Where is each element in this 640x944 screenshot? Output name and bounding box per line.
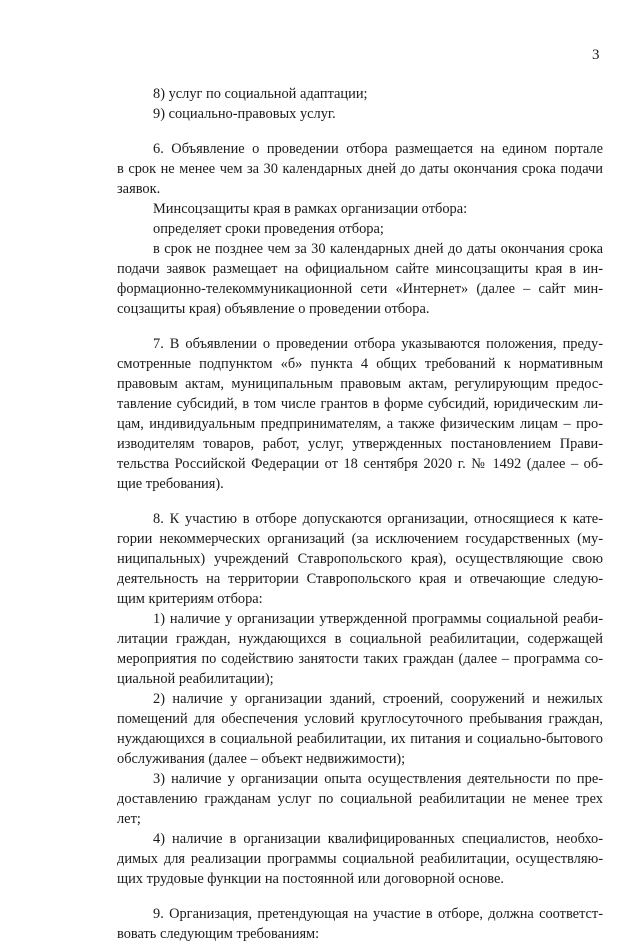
page-number: 3 [592,47,600,63]
text-line: 6. Объявление о проведении отбора размещается на едином портале [153,141,603,157]
text-line: 4) наличие в организации квалифицированных специалистов, необхо- [153,831,603,847]
text-line: 3) наличие у организации опыта осуществления деятельности по пре- [153,771,603,787]
text-line: 9) социально-правовых услуг. [153,106,336,122]
text-line: 8. К участию в отборе допускаются организации, относящиеся к кате- [153,511,603,527]
text-line: гории некоммерческих организаций (за исключением государственных (му- [117,531,603,547]
text-line: деятельность на территории Ставропольского края и отвечающие следую- [117,571,603,587]
text-line: формационно-телекоммуникационной сети «Интернет» (далее – сайт мин- [117,281,603,297]
text-line: тельства Российской Федерации от 18 сентября 2020 г. № 1492 (далее – об- [117,456,603,472]
text-line: помещений для обеспечения условий круглосуточного пребывания граждан, [117,711,603,727]
text-line: 8) услуг по социальной адаптации; [153,86,368,102]
text-line: 9. Организация, претендующая на участие в отборе, должна соответст- [153,906,603,922]
text-line: доставлению гражданам услуг по социальной реабилитации не менее трех [117,791,603,807]
text-line: определяет сроки проведения отбора; [153,221,384,237]
text-line: в срок не менее чем за 30 календарных дней до даты окончания срока подачи [117,161,603,177]
text-line: лет; [117,811,141,827]
text-line: цам, индивидуальным предпринимателям, а также физическим лицам – про- [117,416,603,432]
text-line: щим критериям отбора: [117,591,263,607]
text-line: нуждающихся в социальной реабилитации, их питания и социально-бытового [117,731,603,747]
text-line: заявок. [117,181,161,197]
text-line: 2) наличие у организации зданий, строений, сооружений и нежилых [153,691,603,707]
text-line: тавление субсидий, в том числе грантов в форме субсидий, юридическим ли- [117,396,603,412]
text-line: правовым актам, муниципальным правовым актам, регулирующим предос- [117,376,603,392]
text-line: соцзащиты края) объявление о проведении отбора. [117,301,430,317]
text-line: изводителям товаров, работ, услуг, утвержденных постановлением Прави- [117,436,603,452]
text-line: ниципальных) учреждений Ставропольского края), осуществляющие свою [117,551,603,567]
text-line: щих трудовые функции на постоянной или договорной основе. [117,871,504,887]
text-line: подачи заявок размещает на официальном сайте минсоцзащиты края в ин- [117,261,603,277]
text-line: димых для реализации программы социальной реабилитации, осуществляю- [117,851,603,867]
text-line: в срок не позднее чем за 30 календарных дней до даты окончания срока [153,241,603,257]
text-line: вовать следующим требованиям: [117,926,320,942]
text-line: смотренные подпунктом «б» пункта 4 общих требований к нормативным [117,356,603,372]
text-line: 1) наличие у организации утвержденной программы социальной реаби- [153,611,603,627]
text-line: щие требования). [117,476,224,492]
text-line: литации граждан, нуждающихся в социальной реабилитации, содержащей [117,631,603,647]
text-line: Минсоцзащиты края в рамках организации отбора: [153,201,468,217]
text-line: обслуживания (далее – объект недвижимости); [117,751,406,767]
text-line: мероприятия по содействию занятости таких граждан (далее – программа со- [117,651,603,667]
text-line: циальной реабилитации); [117,671,274,687]
text-line: 7. В объявлении о проведении отбора указываются положения, преду- [153,336,603,352]
